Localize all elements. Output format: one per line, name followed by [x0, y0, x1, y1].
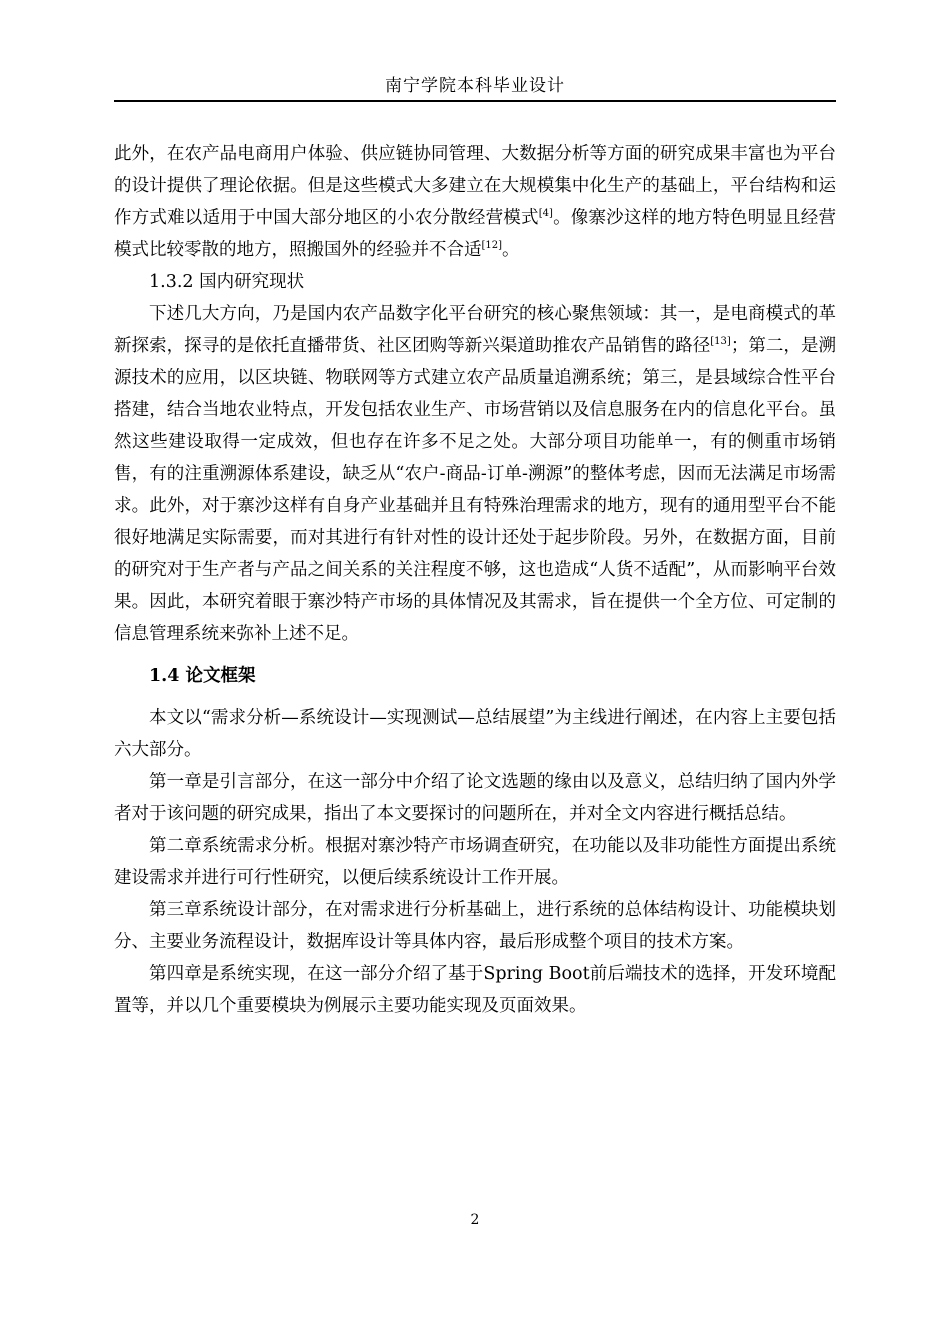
paragraph-chapter-two: 第二章系统需求分析。根据对寨沙特产市场调查研究，在功能以及非功能性方面提出系统建设需求并进行可行性研究，以便后续系统设计工作开展。 — [114, 836, 836, 888]
header-divider — [114, 100, 836, 102]
paragraph-text: 此外，在农产品电商用户体验、供应链协同管理、大数据分析等方面的研究成果丰富也为平台的设计提供了理论依据。但是这些模式大多建立在大规模集中化生产的基础上，平台结构和运作方式难以适用于中国大部分地区的小农分散经营模式 — [114, 144, 836, 228]
paragraph-domestic-research — [114, 298, 836, 650]
paragraph-framework-intro: 本文以“需求分析—系统设计—实现测试—总结展望”为主线进行阐述，在内容上主要包括六大部分。 — [114, 708, 836, 760]
paragraph-text: 下述几大方向，乃是国内农产品数字化平台研究的核心聚焦领域：其一，是电商模式的革新探索，探寻的是依托直播带货、社区团购等新兴渠道助推农产品销售的路径 — [114, 304, 836, 356]
subsection-heading-1-3-2: 1.3.2 国内研究现状 — [149, 272, 305, 292]
page-number: 2 — [470, 1212, 480, 1228]
paragraph-text: 。像寨沙这样的地方特色明显且经营模式比较零散的地方，照搬国外的经验并不合适 — [114, 208, 837, 260]
paragraph-text: ；第二，是溯源技术的应用，以区块链、物联网等方式建立农产品质量追溯系统；第三，是县域综合性平台搭建，结合当地农业特点，开发包括农业生产、市场营销以及信息服务在内的信息化平台。虽然这些建设取得一定成效，但也存在许多不足之处。大部分项目功能单一，有的侧重市场销售，有的注重溯源体系建设，缺乏从“农户-商品-订单-溯源”的整体考虑，因而无法满足市场需求。此外，对于寨沙这样有自身产业基础并且有特殊治理需求的地方，现有的通用型平台不能很好地满足实际需要，而对其进行有针对性的设计还处于起步阶段。另外，在数据方面，目前的研究对于生产者与产品之间关系的关注程度不够，这也造成“人货不适配”，从而影响平台效果。因此，本研究着眼于寨沙特产市场的具体情况及其需求，旨在提供一个全方位、可定制的信息管理系统来弥补上述不足。 — [114, 336, 837, 644]
citation-ref: [12] — [481, 240, 503, 251]
paragraph-text: 。 — [502, 240, 520, 260]
paragraph-chapter-one: 第一章是引言部分，在这一部分中介绍了论文选题的缘由以及意义，总结归纳了国内外学者对于该问题的研究成果，指出了本文要探讨的问题所在，并对全文内容进行概括总结。 — [114, 772, 836, 824]
section-heading-1-4: 1.4 论文框架 — [149, 666, 256, 686]
document-body — [114, 138, 836, 1022]
paragraph-chapter-four: 第四章是系统实现，在这一部分介绍了基于Spring Boot前后端技术的选择，开发环境配置等，并以几个重要模块为例展示主要功能实现及页面效果。 — [114, 964, 836, 1016]
citation-ref: [13] — [710, 336, 731, 347]
paragraph-foreign-research-continued — [114, 138, 836, 266]
page-header: 南宁学院本科毕业设计 — [385, 76, 565, 96]
paragraph-chapter-three: 第三章系统设计部分，在对需求进行分析基础上，进行系统的总体结构设计、功能模块划分、主要业务流程设计，数据库设计等具体内容，最后形成整个项目的技术方案。 — [114, 900, 836, 952]
citation-ref: [4] — [538, 208, 553, 219]
